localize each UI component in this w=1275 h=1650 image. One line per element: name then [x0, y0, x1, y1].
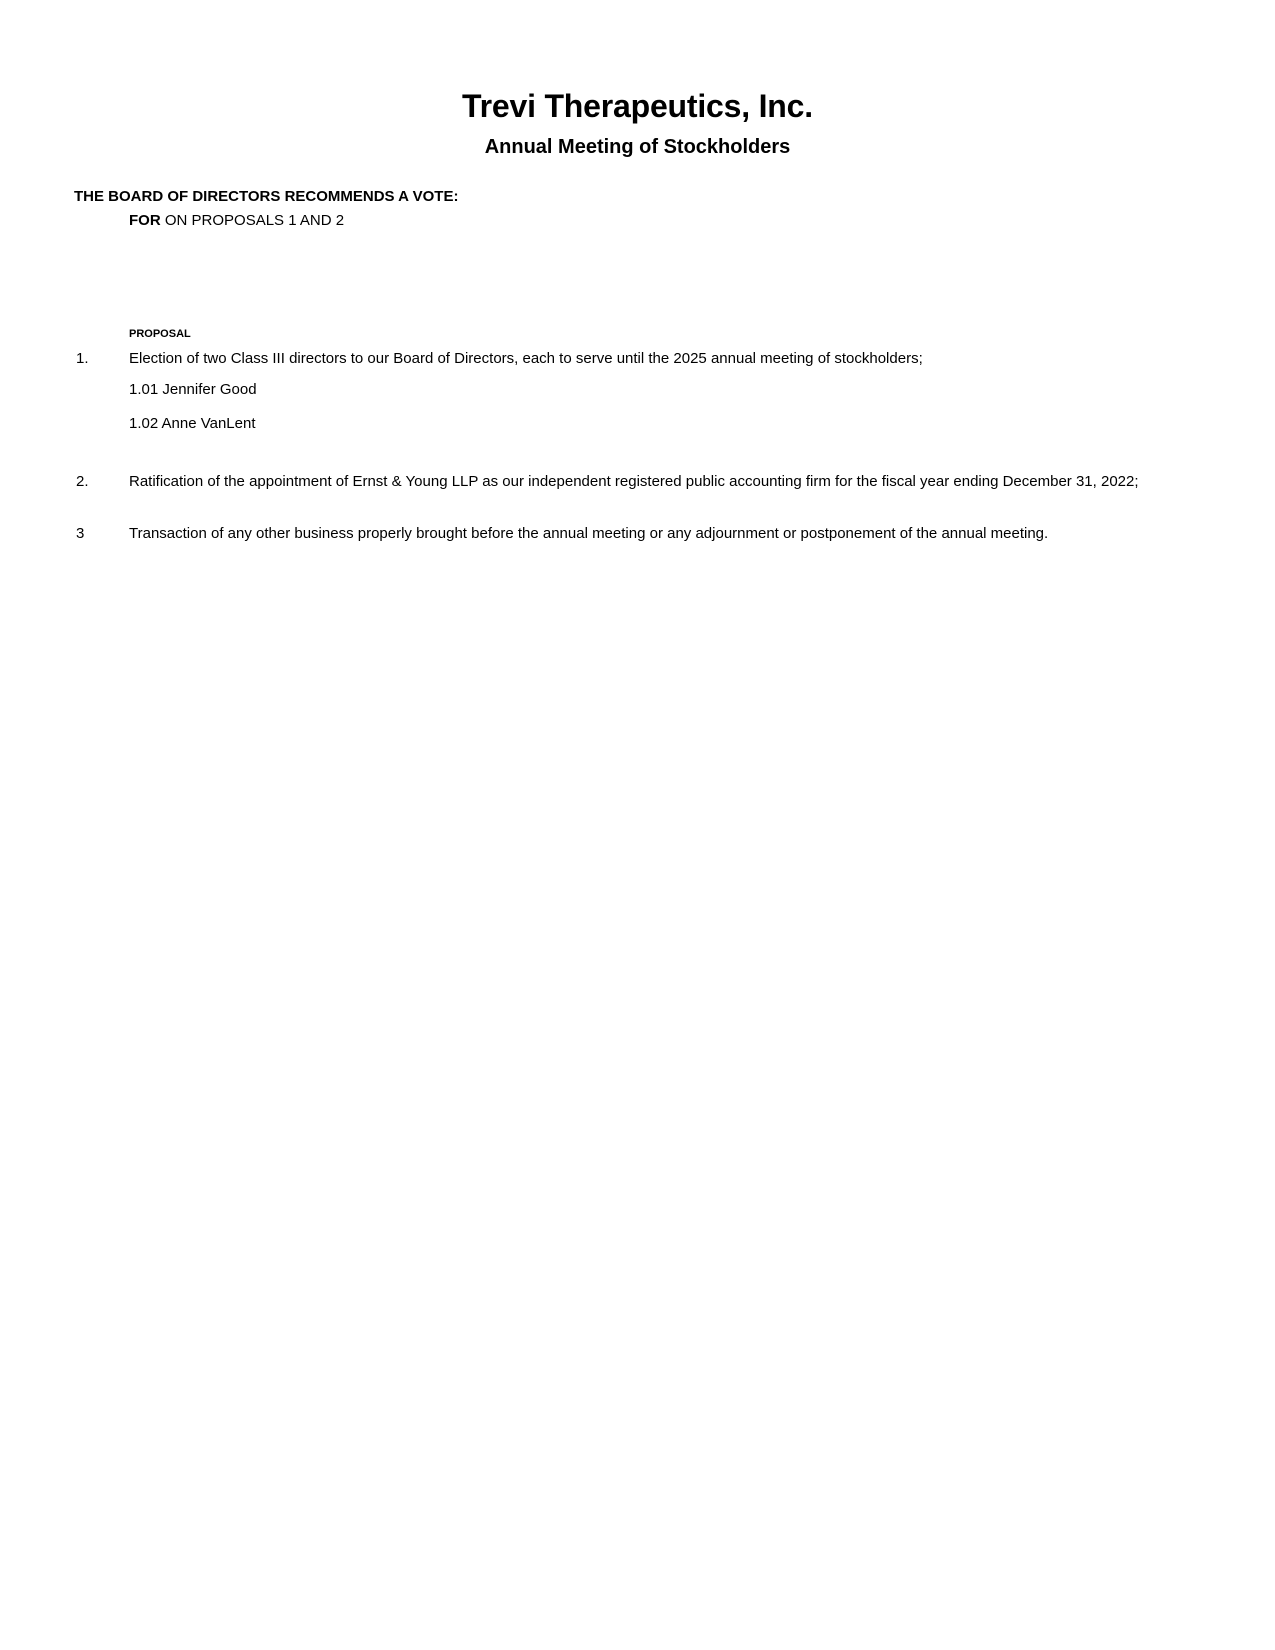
proposal-text: Ratification of the appointment of Ernst & Young LLP as our independent registered public accounting firm for the fiscal year ending December 31, 2022;	[129, 473, 1139, 490]
proposal-number: 2.	[76, 473, 89, 490]
document-subtitle: Annual Meeting of Stockholders	[484, 136, 791, 158]
document-title: Trevi Therapeutics, Inc.	[462, 88, 813, 124]
recommendation-vote: FOR	[129, 212, 161, 229]
nominee-item: 1.01 Jennifer Good	[129, 381, 257, 398]
proposal-number: 3	[76, 525, 85, 542]
nominee-item: 1.02 Anne VanLent	[129, 415, 256, 432]
proposal-number: 1.	[76, 350, 89, 367]
recommendation-line	[129, 212, 344, 229]
proposal-column-header: PROPOSAL	[129, 328, 191, 340]
recommendation-heading: THE BOARD OF DIRECTORS RECOMMENDS A VOTE:	[74, 188, 459, 205]
recommendation-scope: ON PROPOSALS 1 AND 2	[164, 212, 345, 229]
proposal-text: Transaction of any other business properly brought before the annual meeting or any adjournment or postponement of the annual meeting.	[129, 525, 1049, 542]
proposal-text: Election of two Class III directors to our Board of Directors, each to serve until the 2025 annual meeting of stockholders;	[129, 350, 923, 367]
